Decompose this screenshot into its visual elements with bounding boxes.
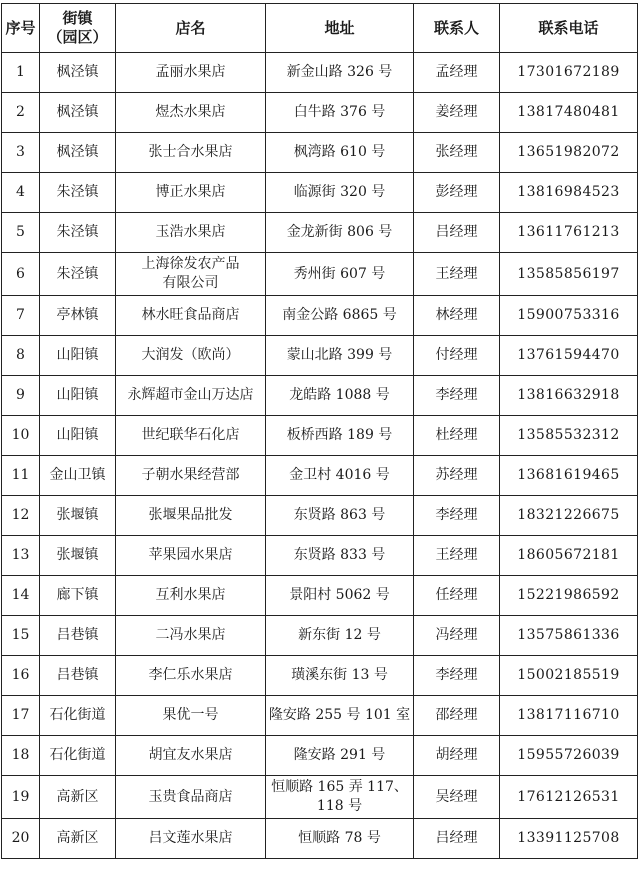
cell-address-line: 秀州街 607 号 <box>293 265 386 282</box>
cell-town: 高新区 <box>40 776 116 819</box>
cell-store <box>116 696 266 736</box>
table-row <box>2 576 638 616</box>
cell-town: 亭林镇 <box>40 296 116 336</box>
cell-store-line: 苹果园水果店 <box>148 547 233 563</box>
cell-no: 7 <box>2 296 40 336</box>
cell-address-line: 金卫村 4016 号 <box>289 467 390 483</box>
cell-phone: 15955726039 <box>500 736 638 776</box>
cell-address-line: 隆安路 255 号 101 室 <box>268 707 411 723</box>
header-town <box>40 4 116 53</box>
cell-contact: 付经理 <box>414 336 500 376</box>
cell-no: 13 <box>2 536 40 576</box>
cell-address <box>266 133 414 173</box>
table-row <box>2 173 638 213</box>
cell-phone: 13816632918 <box>500 376 638 416</box>
table-row <box>2 416 638 456</box>
cell-town: 吕巷镇 <box>40 616 116 656</box>
cell-contact: 孟经理 <box>414 53 500 93</box>
table-row <box>2 616 638 656</box>
cell-phone: 13651982072 <box>500 133 638 173</box>
store-list-table <box>1 3 638 859</box>
cell-no: 16 <box>2 656 40 696</box>
cell-contact: 彭经理 <box>414 173 500 213</box>
cell-store-line: 煜杰水果店 <box>155 104 226 120</box>
cell-store <box>116 536 266 576</box>
cell-phone: 13817480481 <box>500 93 638 133</box>
cell-address <box>266 656 414 696</box>
table-row <box>2 536 638 576</box>
cell-no: 18 <box>2 736 40 776</box>
cell-address <box>266 696 414 736</box>
cell-store-line: 世纪联华石化店 <box>141 427 240 443</box>
table-row <box>2 376 638 416</box>
cell-address <box>266 93 414 133</box>
cell-store <box>116 133 266 173</box>
cell-store <box>116 736 266 776</box>
cell-address <box>266 576 414 616</box>
table-header-row <box>2 4 638 53</box>
cell-contact: 吕经理 <box>414 819 500 859</box>
cell-phone: 13585532312 <box>500 416 638 456</box>
table-row <box>2 213 638 253</box>
cell-store-line: 子朝水果经营部 <box>141 467 240 483</box>
cell-phone: 13585856197 <box>500 253 638 296</box>
cell-no: 19 <box>2 776 40 819</box>
cell-town: 朱泾镇 <box>40 253 116 296</box>
cell-town: 石化街道 <box>40 696 116 736</box>
table-row <box>2 296 638 336</box>
cell-phone: 13575861336 <box>500 616 638 656</box>
cell-contact: 王经理 <box>414 536 500 576</box>
cell-no: 4 <box>2 173 40 213</box>
cell-contact: 姜经理 <box>414 93 500 133</box>
cell-address <box>266 536 414 576</box>
cell-store-line: 大润发（欧尚） <box>141 347 240 363</box>
cell-address-line: 恒顺路 165 弄 117、 <box>271 779 408 795</box>
cell-store <box>116 416 266 456</box>
table-row <box>2 133 638 173</box>
cell-address-line: 板桥西路 189 号 <box>286 427 393 443</box>
header-town-line2: （园区） <box>47 28 108 46</box>
cell-no: 11 <box>2 456 40 496</box>
cell-store <box>116 656 266 696</box>
header-town-line1: 街镇 <box>62 9 93 27</box>
table-row <box>2 819 638 859</box>
cell-store-line: 玉贵食品商店 <box>148 788 233 805</box>
cell-town: 山阳镇 <box>40 416 116 456</box>
cell-phone: 17612126531 <box>500 776 638 819</box>
cell-town: 张堰镇 <box>40 496 116 536</box>
header-store: 店名 <box>116 4 266 53</box>
table-row <box>2 696 638 736</box>
cell-address-line: 东贤路 863 号 <box>293 507 386 523</box>
cell-address <box>266 173 414 213</box>
cell-address <box>266 616 414 656</box>
cell-address <box>266 456 414 496</box>
cell-address-line: 隆安路 291 号 <box>293 747 386 763</box>
cell-no: 6 <box>2 253 40 296</box>
cell-store-line: 博正水果店 <box>155 184 226 200</box>
cell-address-line: 龙皓路 1088 号 <box>289 387 390 403</box>
cell-address <box>266 53 414 93</box>
cell-town: 廊下镇 <box>40 576 116 616</box>
cell-contact: 张经理 <box>414 133 500 173</box>
cell-no: 12 <box>2 496 40 536</box>
cell-address-line: 118 号 <box>316 798 363 814</box>
cell-store-line: 张士合水果店 <box>148 144 233 160</box>
table-body <box>2 53 638 859</box>
cell-store <box>116 496 266 536</box>
cell-address-line: 新金山路 326 号 <box>286 64 393 80</box>
cell-address <box>266 376 414 416</box>
header-no: 序号 <box>2 4 40 53</box>
cell-store-line: 林水旺食品商店 <box>141 307 240 323</box>
cell-store <box>116 616 266 656</box>
header-contact: 联系人 <box>414 4 500 53</box>
cell-address-line: 璜溪东街 13 号 <box>291 667 388 683</box>
cell-store <box>116 296 266 336</box>
cell-store <box>116 376 266 416</box>
cell-store-line: 胡宜友水果店 <box>148 747 233 763</box>
cell-address-line: 枫湾路 610 号 <box>293 144 386 160</box>
cell-phone: 13816984523 <box>500 173 638 213</box>
cell-town: 朱泾镇 <box>40 213 116 253</box>
cell-no: 10 <box>2 416 40 456</box>
cell-store <box>116 336 266 376</box>
cell-contact: 苏经理 <box>414 456 500 496</box>
cell-phone: 18605672181 <box>500 536 638 576</box>
cell-phone: 13681619465 <box>500 456 638 496</box>
table-row <box>2 456 638 496</box>
table-row <box>2 656 638 696</box>
table-row <box>2 496 638 536</box>
cell-town: 高新区 <box>40 819 116 859</box>
cell-address <box>266 416 414 456</box>
cell-no: 5 <box>2 213 40 253</box>
cell-contact: 李经理 <box>414 496 500 536</box>
cell-phone: 15221986592 <box>500 576 638 616</box>
cell-store-line: 互利水果店 <box>155 587 226 603</box>
cell-town: 金山卫镇 <box>40 456 116 496</box>
cell-town: 吕巷镇 <box>40 656 116 696</box>
cell-town: 山阳镇 <box>40 336 116 376</box>
cell-address <box>266 253 414 296</box>
cell-phone: 13611761213 <box>500 213 638 253</box>
cell-address-line: 临源街 320 号 <box>293 184 386 200</box>
cell-phone: 15900753316 <box>500 296 638 336</box>
cell-store-line: 玉浩水果店 <box>155 224 226 240</box>
cell-address <box>266 736 414 776</box>
cell-contact: 李经理 <box>414 376 500 416</box>
cell-no: 9 <box>2 376 40 416</box>
cell-address <box>266 776 414 819</box>
cell-contact: 吕经理 <box>414 213 500 253</box>
cell-store <box>116 456 266 496</box>
cell-contact: 吴经理 <box>414 776 500 819</box>
cell-no: 1 <box>2 53 40 93</box>
cell-store <box>116 819 266 859</box>
cell-town: 张堰镇 <box>40 536 116 576</box>
cell-store <box>116 173 266 213</box>
store-list-table-container <box>1 3 638 859</box>
cell-store <box>116 576 266 616</box>
cell-town: 枫泾镇 <box>40 133 116 173</box>
cell-phone: 15002185519 <box>500 656 638 696</box>
cell-store-line: 李仁乐水果店 <box>148 667 233 683</box>
cell-store <box>116 53 266 93</box>
cell-phone: 13761594470 <box>500 336 638 376</box>
cell-no: 8 <box>2 336 40 376</box>
cell-address-line: 东贤路 833 号 <box>293 547 386 563</box>
cell-store-line: 孟丽水果店 <box>155 64 226 80</box>
cell-contact: 杜经理 <box>414 416 500 456</box>
cell-address <box>266 819 414 859</box>
cell-address <box>266 496 414 536</box>
header-address: 地址 <box>266 4 414 53</box>
cell-address-line: 景阳村 5062 号 <box>289 587 390 603</box>
cell-contact: 冯经理 <box>414 616 500 656</box>
cell-contact: 邵经理 <box>414 696 500 736</box>
cell-address-line: 恒顺路 78 号 <box>298 830 381 846</box>
cell-contact: 胡经理 <box>414 736 500 776</box>
cell-address-line: 南金公路 6865 号 <box>282 307 397 323</box>
table-row <box>2 336 638 376</box>
cell-store-line: 张堰果品批发 <box>148 507 233 523</box>
cell-store <box>116 93 266 133</box>
cell-contact: 王经理 <box>414 253 500 296</box>
cell-town: 枫泾镇 <box>40 53 116 93</box>
cell-phone: 13817116710 <box>500 696 638 736</box>
cell-no: 2 <box>2 93 40 133</box>
cell-phone: 13391125708 <box>500 819 638 859</box>
header-phone: 联系电话 <box>500 4 638 53</box>
cell-store-line: 吕文莲水果店 <box>148 830 233 846</box>
cell-address-line: 蒙山北路 399 号 <box>286 347 393 363</box>
cell-contact: 林经理 <box>414 296 500 336</box>
cell-no: 3 <box>2 133 40 173</box>
cell-town: 朱泾镇 <box>40 173 116 213</box>
cell-no: 14 <box>2 576 40 616</box>
cell-store <box>116 213 266 253</box>
table-row <box>2 93 638 133</box>
cell-phone: 18321226675 <box>500 496 638 536</box>
cell-address <box>266 336 414 376</box>
cell-store <box>116 253 266 296</box>
table-row <box>2 736 638 776</box>
cell-store-line: 二冯水果店 <box>155 627 226 643</box>
cell-address <box>266 213 414 253</box>
cell-town: 枫泾镇 <box>40 93 116 133</box>
cell-store-line: 永辉超市金山万达店 <box>127 387 254 403</box>
cell-phone: 17301672189 <box>500 53 638 93</box>
cell-store <box>116 776 266 819</box>
cell-contact: 任经理 <box>414 576 500 616</box>
cell-contact: 李经理 <box>414 656 500 696</box>
cell-store-line: 果优一号 <box>162 707 219 723</box>
table-row <box>2 53 638 93</box>
cell-store-line: 有限公司 <box>162 275 219 291</box>
cell-address-line: 新东街 12 号 <box>298 627 381 643</box>
table-row <box>2 776 638 819</box>
table-row <box>2 253 638 296</box>
cell-town: 石化街道 <box>40 736 116 776</box>
cell-store-line: 上海徐发农产品 <box>141 256 240 272</box>
cell-address-line: 白牛路 376 号 <box>293 104 386 120</box>
cell-no: 15 <box>2 616 40 656</box>
cell-town: 山阳镇 <box>40 376 116 416</box>
cell-address-line: 金龙新街 806 号 <box>286 224 393 240</box>
cell-address <box>266 296 414 336</box>
cell-no: 20 <box>2 819 40 859</box>
cell-no: 17 <box>2 696 40 736</box>
